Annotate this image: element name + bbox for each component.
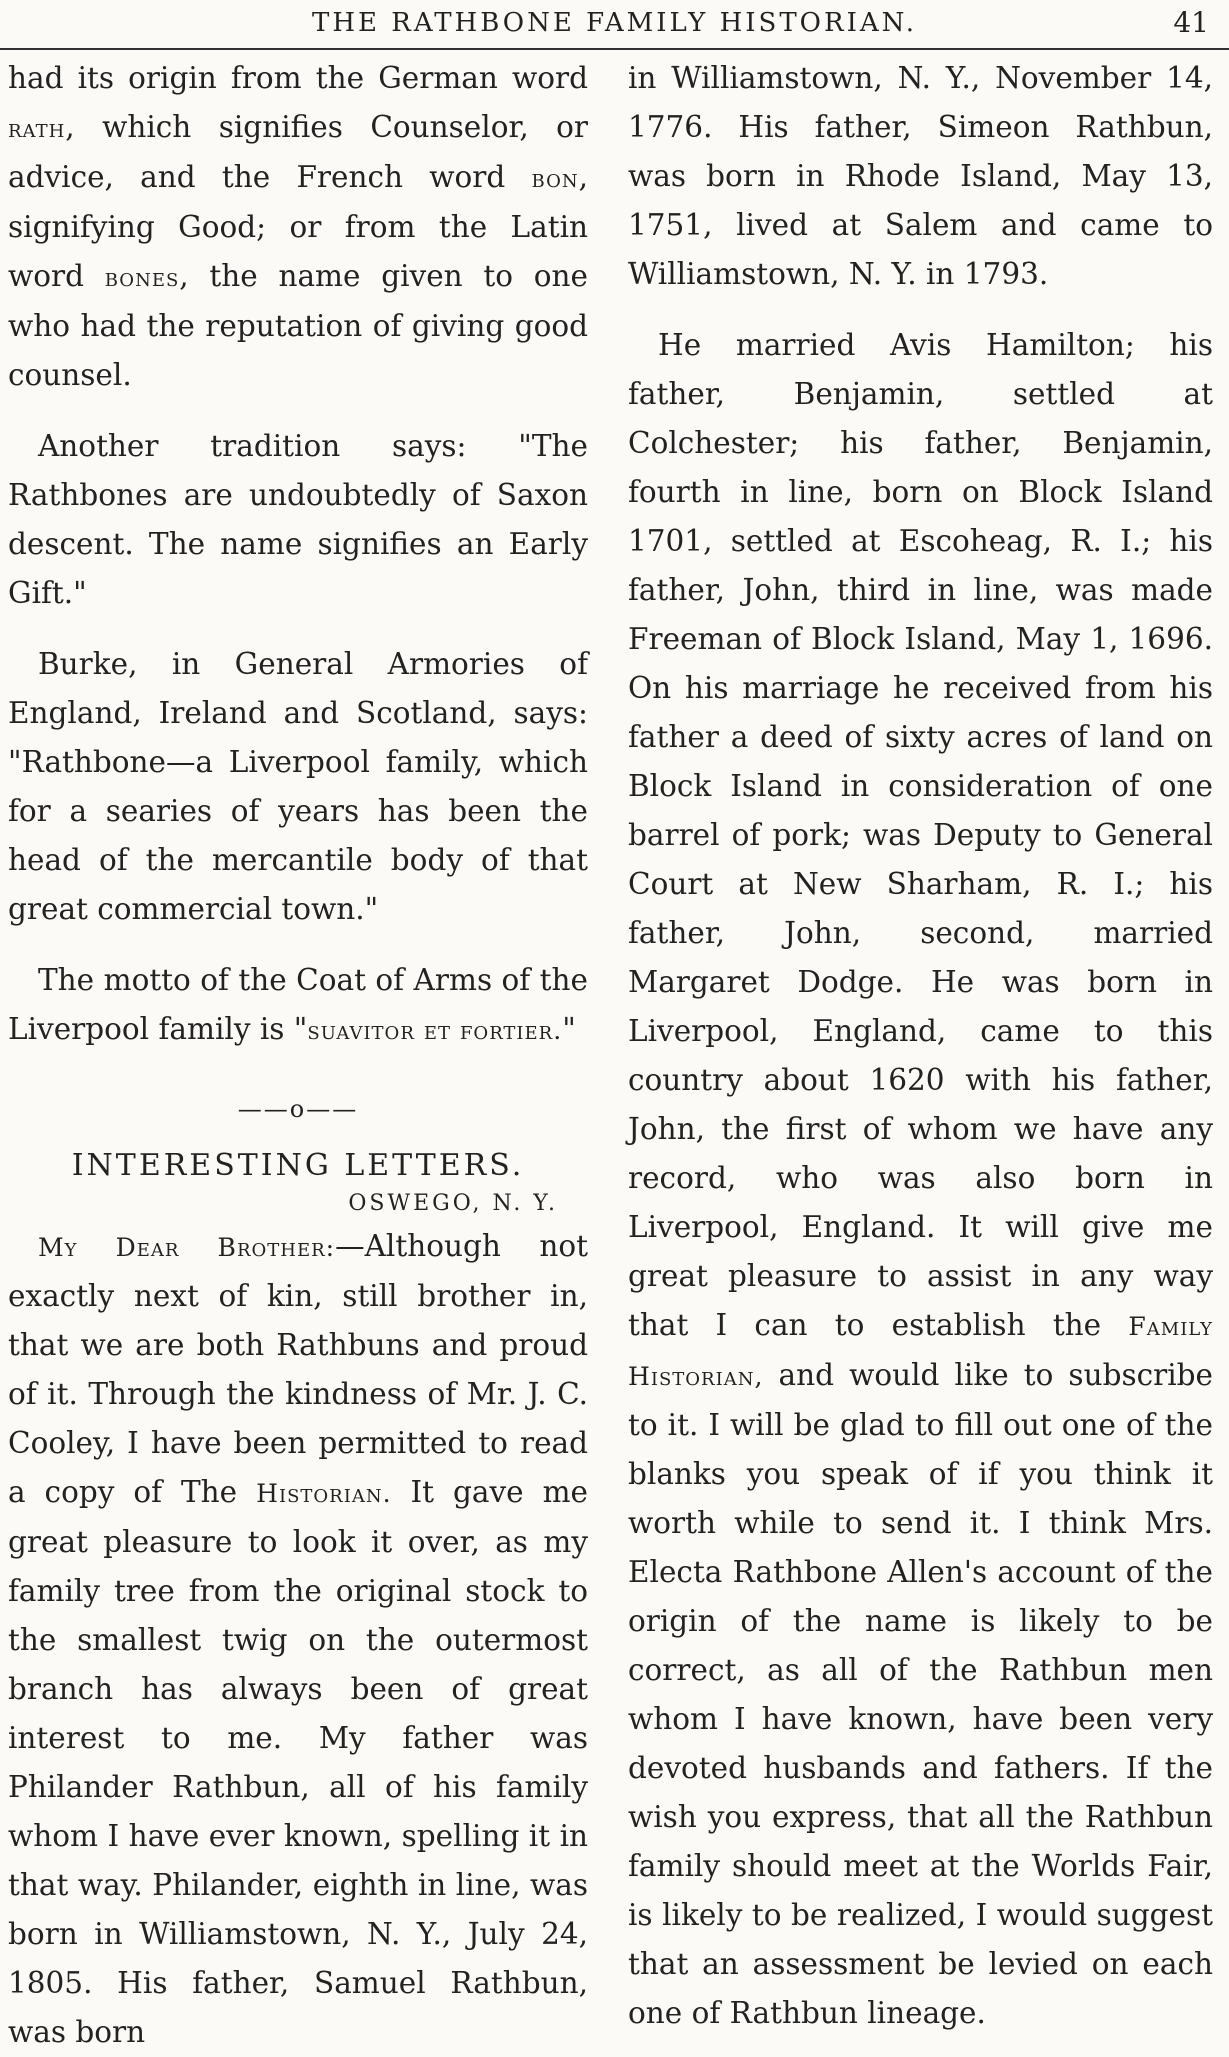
letter-salutation: My Dear Brother: <box>38 1233 336 1262</box>
letter-dateline: OSWEGO, N. Y. <box>348 1191 558 1216</box>
right-column <box>628 54 1213 2038</box>
paragraph: had its origin from the German word rath, which signifies Counselor, or advice, and the French word bon, signifying Good; or from the Latin word bones, the name given to one who had the reputation of giving good counsel. <box>8 61 589 392</box>
section-heading: INTERESTING LETTERS. <box>71 1148 525 1183</box>
paragraph: Burke, in General Armories of England, Ireland and Scotland, says: "Rathbone—a Liverpool family, which for a searies of years has been the head of the mercantile body of that great commercial town." <box>8 647 588 926</box>
page-header <box>0 0 1229 50</box>
left-column <box>8 54 588 2057</box>
paragraph: The motto of the Coat of Arms of the Liverpool family is "suavitor et fortier." <box>8 963 588 1046</box>
section-divider: ——o—— <box>237 1095 359 1123</box>
paragraph: Another tradition says: "The Rathbones are undoubtedly of Saxon descent. The name signifies an Early Gift." <box>8 429 588 610</box>
running-title: THE RATHBONE FAMILY HISTORIAN. <box>312 8 917 38</box>
letter-body: My Dear Brother:—Although not exactly next of kin, still brother in, that we are both Rathbuns and proud of it. Through the kindness of Mr. J. C. Cooley, I have been permitted to read a copy of The Historian. It gave me great pleasure to look it over, as my family tree from the original stock to the smallest twig on the outermost branch has always been of great interest to me. My father was Philander Rathbun, all of his family whom I have ever known, spelling it in that way. Philander, eighth in line, was born in Williamstown, N. Y., July 24, 1805. His father, Samuel Rathbun, was born <box>8 1229 588 2049</box>
paragraph: He married Avis Hamilton; his father, Benjamin, settled at Colchester; his father, Benjamin, fourth in line, born on Block Island 1701, settled at Escoheag, R. I.; his father, John, third in line, was made Freeman of Block Island, May 1, 1696. On his marriage he received from his father a deed of sixty acres of land on Block Island in consideration of one barrel of pork; was Deputy to General Court at New Sharham, R. I.; his father, John, second, married Margaret Dodge. He was born in Liverpool, England, came to this country about 1620 with his father, John, the first of whom we have any record, who was also born in Liverpool, England. It will give me great pleasure to assist in any way that I can to establish the Family Historian, and would like to subscribe to it. I will be glad to fill out one of the blanks you speak of if you think it worth while to send it. I think Mrs. Electa Rathbone Allen's account of the origin of the name is likely to be correct, as all of the Rathbun men whom I have known, have been very devoted husbands and fathers. If the wish you express, that all the Rathbun family should meet at the Worlds Fair, is likely to be realized, I would suggest that an assessment be levied on each one of Rathbun lineage. <box>628 328 1213 2030</box>
page-number: 41 <box>1173 6 1209 39</box>
paragraph: in Williamstown, N. Y., November 14, 1776. His father, Simeon Rathbun, was born in Rhode Island, May 13, 1751, lived at Salem and came to Williamstown, N. Y. in 1793. <box>628 61 1213 291</box>
